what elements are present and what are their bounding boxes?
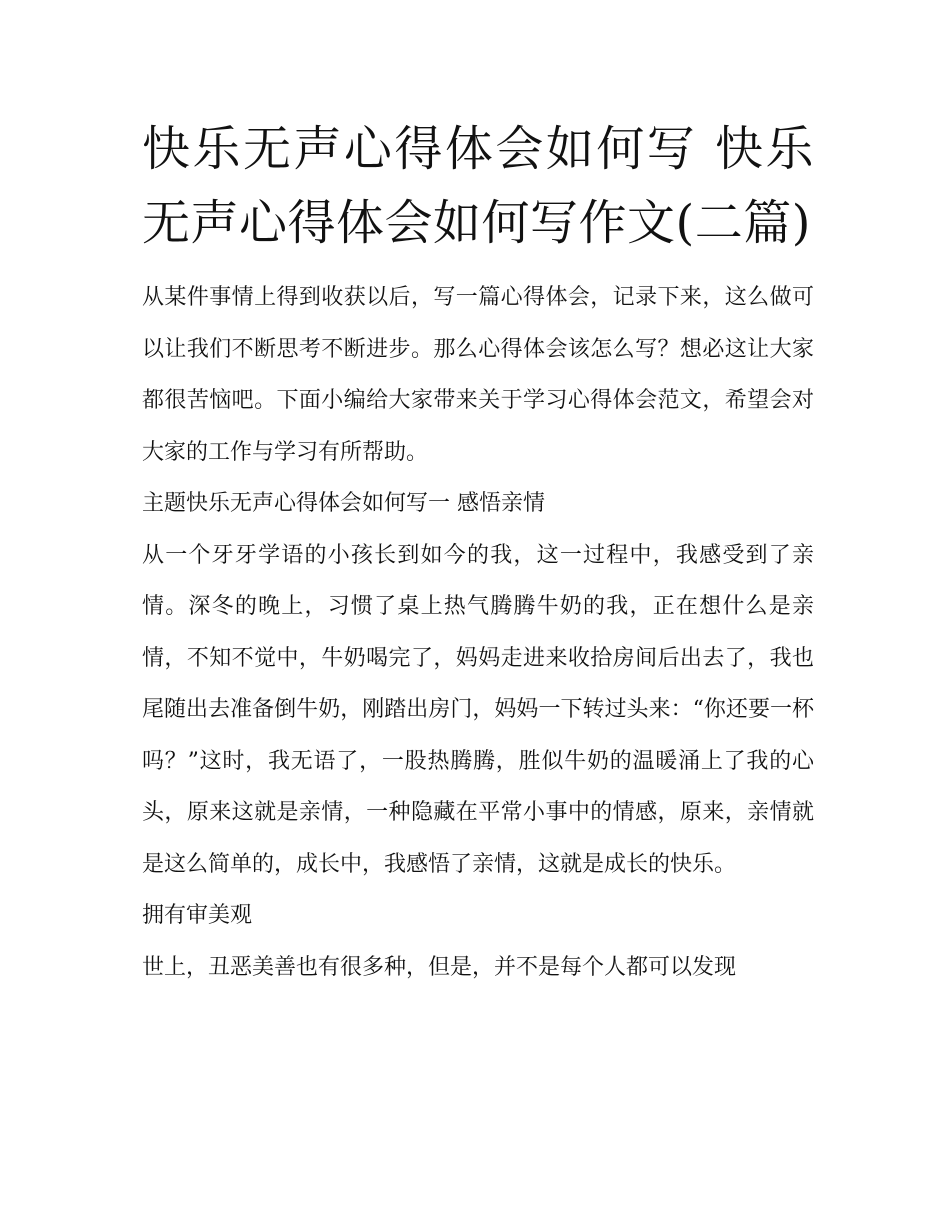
section-paragraph-1: 从一个牙牙学语的小孩长到如今的我，这一过程中，我感受到了亲情。深冬的晚上，习惯了桌上热气腾腾牛奶的我，正在想什么是亲情，不知不觉中，牛奶喝完了，妈妈走进来收拾房间后出去了，我也尾随出去准备倒牛奶，刚踏出房门，妈妈一下转过头来：“你还要一杯吗？”这时，我无语了，一股热腾腾，胜似牛奶的温暖涌上了我的心头，原来这就是亲情，一种隐藏在平常小事中的情感，原来，亲情就是这么简单的，成长中，我感悟了亲情，这就是成长的快乐。 [142, 542, 814, 877]
section-paragraph-2: 世上，丑恶美善也有很多种，但是，并不是每个人都可以发现 [142, 954, 737, 980]
section-heading-1: 主题快乐无声心得体会如何写一 感悟亲情 [142, 491, 545, 516]
document-title: 快乐无声心得体会如何写 快乐无声心得体会如何写作文(二篇) [142, 121, 814, 251]
document-page [142, 112, 814, 993]
section-heading-2: 拥有审美观 [142, 903, 253, 928]
intro-paragraph: 从某件事情上得到收获以后，写一篇心得体会，记录下来，这么做可以让我们不断思考不断进步。那么心得体会该怎么写？想必这让大家都很苦恼吧。下面小编给大家带来关于学习心得体会范文，希望会对大家的工作与学习有所帮助。 [142, 285, 814, 465]
